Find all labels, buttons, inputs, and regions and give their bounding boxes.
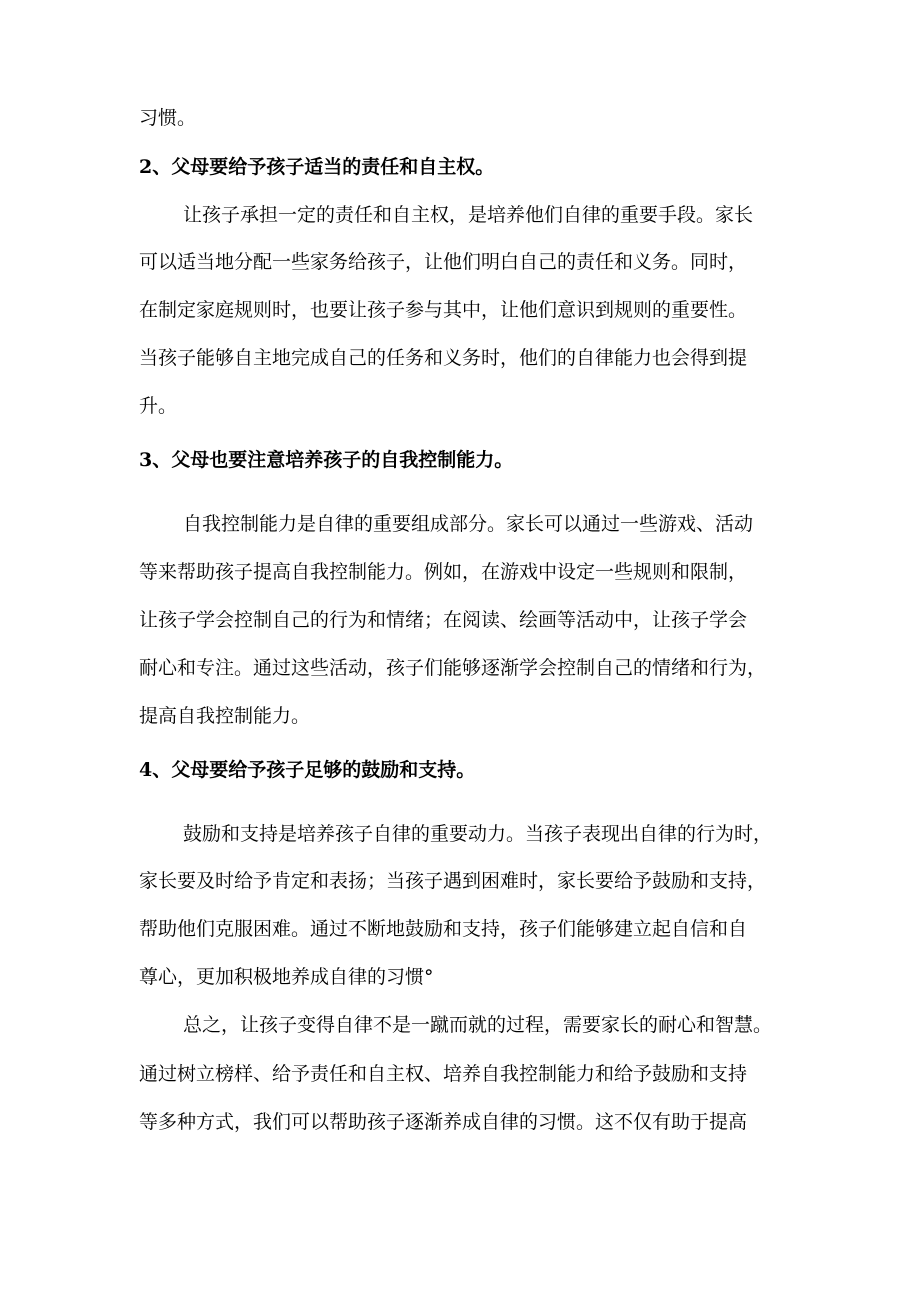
paragraph-line: 等来帮助孩子提高自我控制能力。例如，在游戏中设定一些规则和限制， — [139, 561, 748, 583]
paragraph-line: 让孩子学会控制自己的行为和情绪；在阅读、绘画等活动中，让孩子学会 — [139, 609, 748, 631]
paragraph-line: 习惯。 — [139, 107, 197, 129]
paragraph-line: 升。 — [139, 395, 178, 417]
paragraph-line: 鼓励和支持是培养孩子自律的重要动力。当孩子表现出自律的行为时， — [183, 823, 773, 845]
paragraph-line: 耐心和专注。通过这些活动，孩子们能够逐渐学会控制自己的情绪和行为， — [139, 657, 767, 679]
paragraph-line: 尊心，更加积极地养成自律的习惯° — [139, 966, 434, 988]
paragraph-line: 等多种方式，我们可以帮助孩子逐渐养成自律的习惯。这不仅有助于提高 — [139, 1111, 748, 1133]
section-heading-4: 4、父母要给予孩子足够的鼓励和支持。 — [139, 759, 476, 781]
paragraph-line: 帮助他们克服困难。通过不断地鼓励和支持，孩子们能够建立起自信和自 — [139, 918, 748, 940]
paragraph-line: 总之，让孩子变得自律不是一蹴而就的过程，需要家长的耐心和智慧。 — [183, 1014, 773, 1036]
paragraph-line: 家长要及时给予肯定和表扬；当孩子遇到困难时，家长要给予鼓励和支持， — [139, 870, 767, 892]
paragraph-line: 自我控制能力是自律的重要组成部分。家长可以通过一些游戏、活动 — [183, 513, 754, 535]
paragraph-line: 可以适当地分配一些家务给孩子，让他们明白自己的责任和义务。同时， — [139, 251, 748, 273]
paragraph-line: 提高自我控制能力。 — [139, 705, 311, 727]
paragraph-line: 让孩子承担一定的责任和自主权，是培养他们自律的重要手段。家长 — [183, 204, 754, 226]
section-heading-3: 3、父母也要注意培养孩子的自我控制能力。 — [139, 449, 514, 471]
section-heading-2: 2、父母要给予孩子适当的责任和自主权。 — [139, 156, 495, 178]
paragraph-line: 在制定家庭规则时，也要让孩子参与其中，让他们意识到规则的重要性。 — [139, 299, 748, 321]
paragraph-line: 通过树立榜样、给予责任和自主权、培养自我控制能力和给予鼓励和支持 — [139, 1063, 748, 1085]
paragraph-line: 当孩子能够自主地完成自己的任务和义务时，他们的自律能力也会得到提 — [139, 347, 748, 369]
